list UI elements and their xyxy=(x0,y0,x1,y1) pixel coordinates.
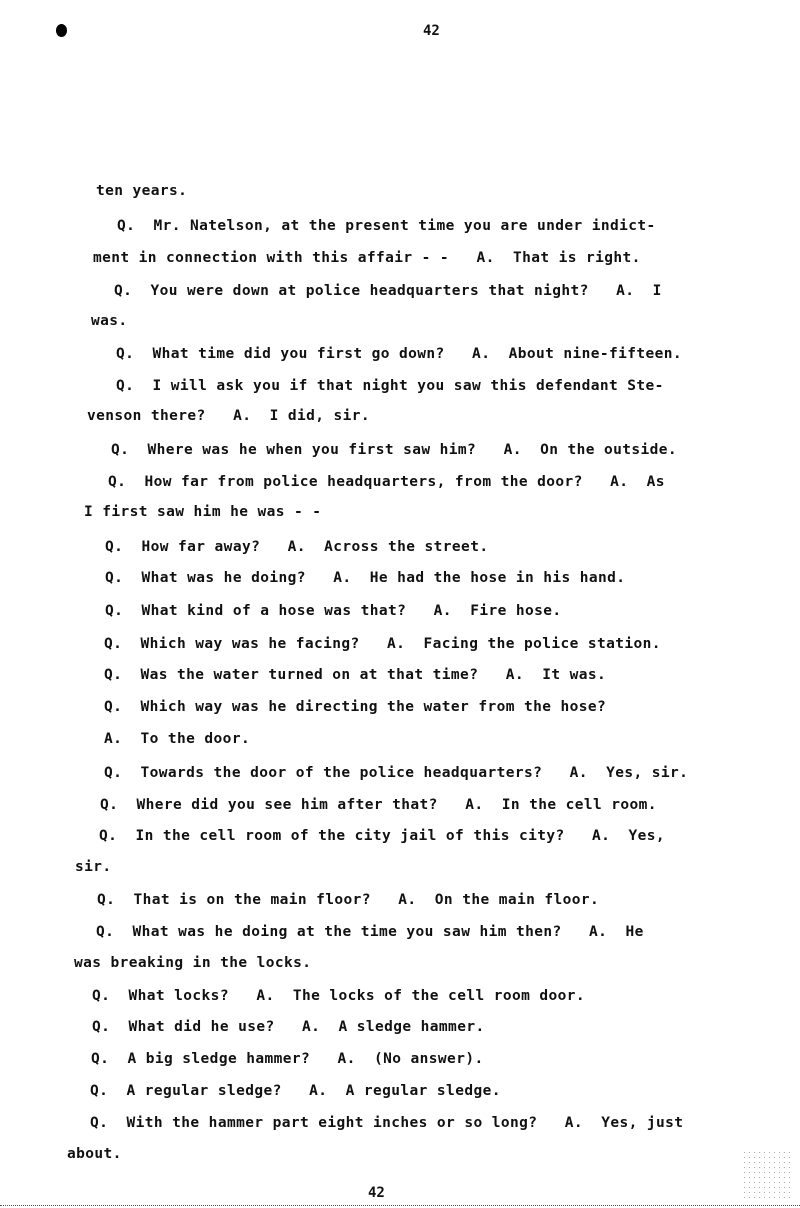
transcript-line: Q. A big sledge hammer? A. (No answer). xyxy=(91,1051,484,1067)
transcript-line: was. xyxy=(91,313,128,329)
transcript-line: Q. Mr. Natelson, at the present time you are under indict- xyxy=(117,218,656,234)
transcript-line: Q. That is on the main floor? A. On the main floor. xyxy=(97,892,600,908)
transcript-line: ment in connection with this affair - - A. That is right. xyxy=(93,250,641,266)
transcript-line: Q. In the cell room of the city jail of this city? A. Yes, xyxy=(99,828,666,844)
transcript-line: Q. A regular sledge? A. A regular sledge. xyxy=(90,1083,501,1099)
transcript-line: ten years. xyxy=(96,183,188,199)
transcript-line: Q. How far away? A. Across the street. xyxy=(105,539,489,555)
transcript-line: A. To the door. xyxy=(104,731,251,747)
transcript-line: Q. What was he doing at the time you saw him then? A. He xyxy=(96,924,644,940)
transcript-line: I first saw him he was - - xyxy=(84,504,322,520)
transcript-line: venson there? A. I did, sir. xyxy=(87,408,371,424)
transcript-line: Q. What time did you first go down? A. About nine-fifteen. xyxy=(116,346,683,362)
transcript-line: was breaking in the locks. xyxy=(74,955,312,971)
transcript-line: Q. What locks? A. The locks of the cell room door. xyxy=(92,988,586,1004)
transcript-line: Q. Towards the door of the police headquarters? A. Yes, sir. xyxy=(104,765,689,781)
page-number-bottom: 42 xyxy=(368,1185,385,1201)
transcript-line: about. xyxy=(67,1146,122,1162)
transcript-line: Q. Was the water turned on at that time? A. It was. xyxy=(104,667,607,683)
page-number-top: 42 xyxy=(423,23,440,39)
transcript-line: Q. How far from police headquarters, from the door? A. As xyxy=(108,474,665,490)
transcript-line: Q. With the hammer part eight inches or so long? A. Yes, just xyxy=(90,1115,684,1131)
transcript-line: Q. Which way was he facing? A. Facing the police station. xyxy=(104,636,661,652)
transcript-line: Q. What kind of a hose was that? A. Fire hose. xyxy=(105,603,562,619)
transcript-line: Q. What did he use? A. A sledge hammer. xyxy=(92,1019,485,1035)
transcript-line: Q. Where did you see him after that? A. In the cell room. xyxy=(100,797,657,813)
transcript-line: sir. xyxy=(75,859,112,875)
transcript-line: Q. You were down at police headquarters that night? A. I xyxy=(114,283,662,299)
transcript-line: Q. What was he doing? A. He had the hose in his hand. xyxy=(105,570,626,586)
transcript-line: Q. Which way was he directing the water from the hose? xyxy=(104,699,607,715)
transcript-line: Q. Where was he when you first saw him? A. On the outside. xyxy=(111,442,678,458)
scan-noise xyxy=(742,1150,792,1198)
transcript-line: Q. I will ask you if that night you saw this defendant Ste- xyxy=(116,378,664,394)
binder-hole-icon xyxy=(56,24,67,37)
